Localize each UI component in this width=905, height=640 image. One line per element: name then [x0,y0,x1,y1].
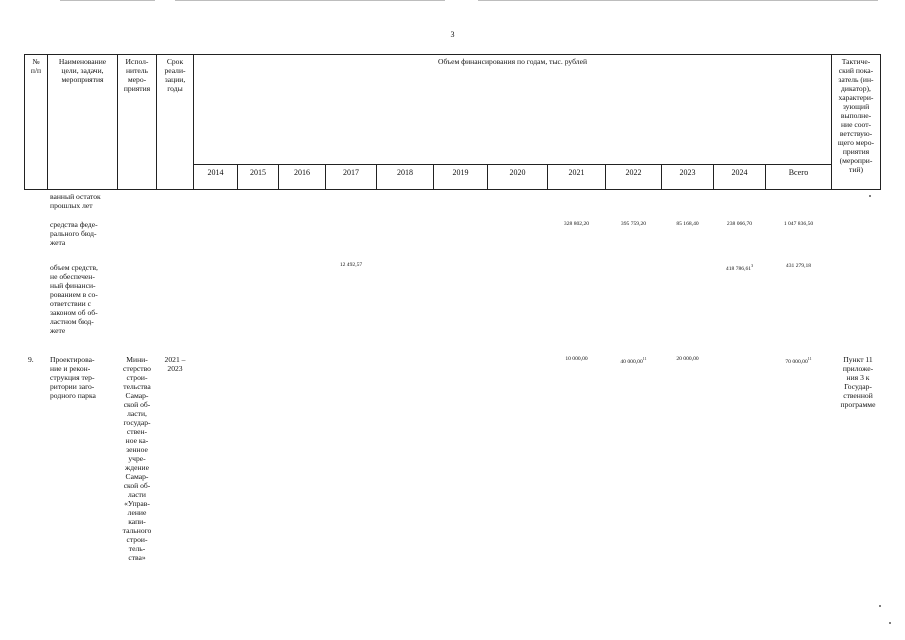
park-2023: 20 000,00 [676,356,699,362]
year-header-2019: 2019 [452,168,469,177]
scan-artifact [478,0,878,1]
footnote-mark: 11 [642,356,647,361]
header-indicator-column: Тактиче- ский пока- затель (ин- дикатор), характери- зующий выполне- ние соот- ветствую- щего меро- приятия (меропри- тий) [837,57,875,174]
row-name-park-reconstruction: Проектирова- ние и рекон- струкция тер- ритории заго- родного парка [50,355,96,400]
scan-speck [879,605,881,607]
header-name-column: Наименование цели, задачи, мероприятия [58,57,107,84]
federal-budget-2022: 395 759,20 [620,221,647,227]
year-header-2022: 2022 [625,168,642,177]
header-executor-column: Испол- нитель меро- приятия [123,57,151,93]
federal-budget-total: 1 047 836,50 [783,221,814,227]
year-header-total: Всего [788,168,809,177]
year-header-2018: 2018 [397,168,413,177]
unfunded-2024: 418 786,61$^3$ [725,263,754,272]
year-header-2021: 2021 [568,168,585,177]
row-executor: Мини- стерство строи- тельства Самар- ской об- ласти, государ- ствен- ное ка- зенное учре- ждение Самар- ской об- ласти «Управ- ление капи- тального строи- тель- ства» [122,355,152,562]
year-header-2023: 2023 [679,168,696,177]
scan-artifact [60,0,155,1]
year-header-2020: 2020 [509,168,526,177]
park-total: 70 000,00$^{11}$ [785,356,812,365]
row-indicator: Пункт 11 приложе- ния 3 к Государ- ственной программе [840,355,876,409]
footnote-mark: 11 [807,356,812,361]
row-name-carryover: ванный остаток прошлых лет [50,192,101,210]
footnote-mark: 3 [751,263,754,268]
year-header-2017: 2017 [343,168,359,177]
park-2022: 40 000,00$^{11}$ [620,356,647,365]
year-header-2016: 2016 [294,168,310,177]
row-name-unfunded: объем средств, не обеспечен- ный финанси- рованием в со- ответствии с законом об об- ластном бюд- жете [50,263,98,335]
year-header-2015: 2015 [250,168,266,177]
year-header-2014: 2014 [207,168,224,177]
header-funding-title: Объем финансирования по годам, тыс. рублей [437,57,588,66]
scan-artifact [175,0,445,1]
federal-budget-2024: 238 066,70 [726,221,753,227]
park-2021: 10 000,00 [565,356,588,362]
scan-speck [889,622,891,624]
row-term: 2021 – 2023 [164,355,186,373]
row-name-federal-budget: средства феде- рального бюд- жета [50,220,98,247]
federal-budget-2023: 85 168,40 [676,221,699,227]
header-number-column: № п/п [30,57,42,75]
unfunded-2017: 12 492,57 [339,262,363,268]
header-term-column: Срок реали- зации, годы [164,57,186,93]
year-header-2024: 2024 [731,168,748,177]
federal-budget-2021: 328 802,20 [563,221,590,227]
unfunded-total: 431 279,18 [785,263,812,269]
scan-speck [869,195,871,197]
row-number: 9. [28,355,34,364]
page-number: 3 [450,30,455,39]
